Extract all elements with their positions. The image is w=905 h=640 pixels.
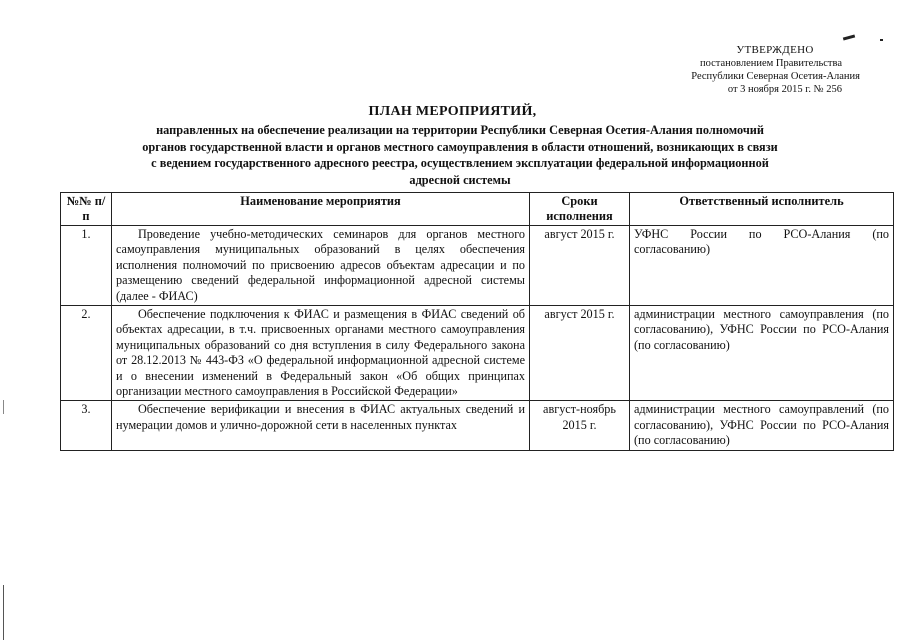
table-row bbox=[61, 226, 894, 306]
table-row bbox=[61, 401, 894, 450]
row-name: Обеспечение верификации и внесения в ФИАС актуальных сведений и нумерации домов и улично-дорожной сети в населенных пунктах bbox=[112, 401, 530, 450]
header-resp: Ответственный исполнитель bbox=[630, 193, 894, 226]
row-resp: администрации местного самоуправлений (по согласованию), УФНС России по РСО-Алания (по согласованию) bbox=[630, 401, 894, 450]
row-resp: УФНС России по РСО-Алания (по согласованию) bbox=[630, 226, 894, 306]
scan-mark-left-mid bbox=[3, 400, 4, 414]
header-term: Сроки исполнения bbox=[530, 193, 630, 226]
approval-block bbox=[640, 44, 870, 96]
approval-line-3: от 3 ноября 2015 г. № 256 bbox=[727, 84, 842, 95]
table-header-row bbox=[61, 193, 894, 226]
plan-subtitle bbox=[60, 122, 860, 188]
scan-mark-top bbox=[843, 34, 855, 40]
approval-line-2: Республики Северная Осетия-Алания bbox=[691, 71, 860, 82]
plan-subtitle-line: направленных на обеспечение реализации на территории Республики Северная Осетия-Алания полномочий bbox=[156, 123, 764, 137]
plan-table bbox=[60, 192, 894, 451]
row-term: август 2015 г. bbox=[530, 306, 630, 401]
row-term: август-ноябрь 2015 г. bbox=[530, 401, 630, 450]
approval-title: УТВЕРЖДЕНО bbox=[736, 44, 814, 56]
row-term: август 2015 г. bbox=[530, 226, 630, 306]
plan-title: ПЛАН МЕРОПРИЯТИЙ, bbox=[368, 104, 537, 119]
header-num: №№ п/п bbox=[61, 193, 112, 226]
row-resp: администрации местного самоуправления (по согласованию), УФНС России по РСО-Алания (по согласованию) bbox=[630, 306, 894, 401]
plan-subtitle-line: органов государственной власти и органов местного самоуправления в области отношений, возникающих в связи bbox=[142, 139, 778, 154]
row-name: Проведение учебно-методических семинаров для органов местного самоуправления муниципальных образований в целях обеспечения исполнения полномочий по присвоению адресов объектам адресации и по размещению сведений федеральной информационной адресной системы (далее - ФИАС) bbox=[112, 226, 530, 306]
plan-subtitle-line: с ведением государственного адресного реестра, осуществлением эксплуатации федеральной информационной bbox=[151, 156, 769, 171]
scan-mark-dot bbox=[880, 39, 883, 41]
header-name: Наименование мероприятия bbox=[112, 193, 530, 226]
scan-mark-left-edge bbox=[3, 585, 4, 640]
row-num: 2. bbox=[61, 306, 112, 401]
row-num: 1. bbox=[61, 226, 112, 306]
plan-subtitle-line: адресной системы bbox=[409, 172, 511, 187]
approval-line-1: постановлением Правительства bbox=[699, 58, 842, 69]
table-row bbox=[61, 306, 894, 401]
row-name: Обеспечение подключения к ФИАС и размещения в ФИАС сведений об объектах адресации, в т.ч. присвоенных органами местного самоуправления муниципальных образований со дня вступления в силу Федерального закона от 28.12.2013 № 443-ФЗ «О федеральной информационной адресной системе и о внесении изменений в Федеральный закон «Об общих принципах организации местного самоуправления в Российской Федерации» bbox=[112, 306, 530, 401]
row-num: 3. bbox=[61, 401, 112, 450]
